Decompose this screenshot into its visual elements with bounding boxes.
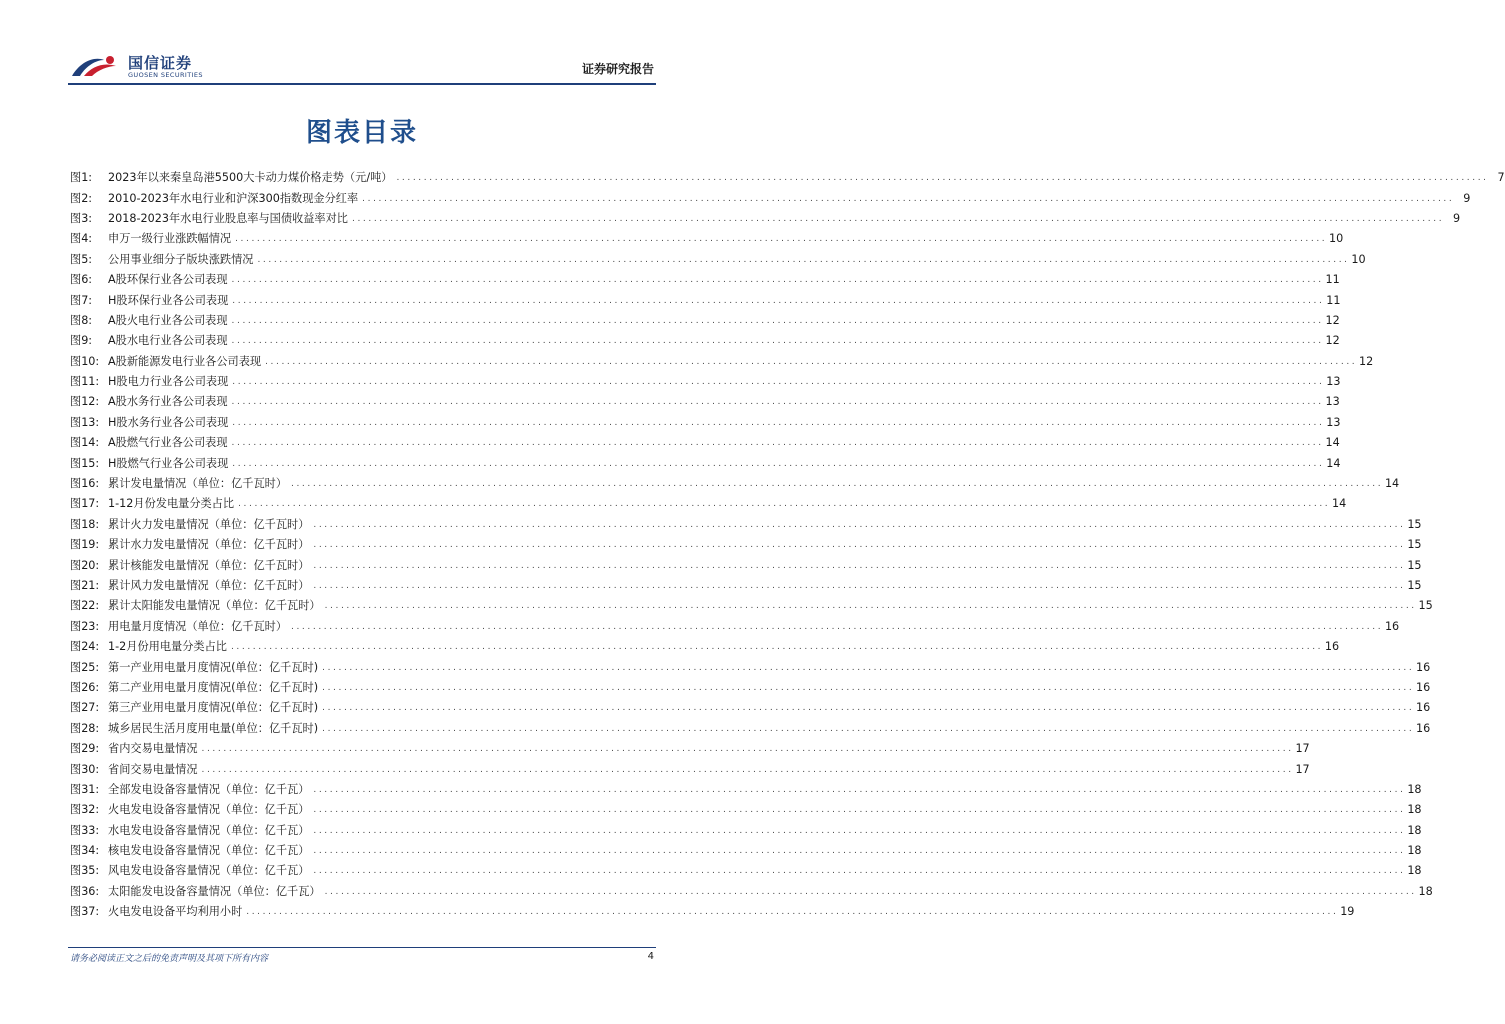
toc-entry-leader: ........................................................................................................................................................................................................ — [291, 621, 1384, 632]
toc-entry[interactable] — [70, 739, 1310, 759]
toc-entry-page: 16 — [1416, 680, 1431, 694]
toc-entry[interactable] — [70, 576, 1422, 596]
toc-entry[interactable] — [70, 861, 1422, 881]
toc-entry-page: 19 — [1340, 905, 1355, 919]
toc-entry[interactable] — [70, 555, 1422, 575]
toc-entry-label: 图12: — [70, 395, 100, 409]
toc-entry-label: 图36: — [70, 884, 100, 898]
brand-name-cn: 国信证券 — [128, 54, 193, 72]
toc-entry-page: 13 — [1326, 375, 1341, 389]
toc-entry-title: 省内交易电量情况 — [108, 742, 198, 756]
toc-entry-leader: ........................................................................................................................................................................................................ — [265, 356, 1358, 367]
toc-entry[interactable] — [70, 453, 1341, 473]
toc-entry-page: 16 — [1324, 640, 1340, 654]
toc-entry[interactable] — [70, 882, 1433, 902]
toc-entry[interactable] — [70, 433, 1340, 453]
toc-entry[interactable] — [70, 311, 1340, 331]
toc-entry-title: 核电发电设备容量情况（单位：亿千瓦） — [108, 844, 310, 858]
toc-entry-page: 16 — [1416, 660, 1431, 674]
toc-entry[interactable] — [70, 657, 1431, 677]
table-of-figures — [70, 168, 1505, 922]
toc-entry-label: 图1: — [70, 171, 93, 185]
toc-entry-title: 1-2月份用电量分类占比 — [108, 640, 227, 654]
toc-entry-label: 图23: — [70, 619, 100, 633]
guosen-logo-icon — [70, 52, 122, 80]
toc-entry-label: 图27: — [70, 701, 100, 715]
toc-entry-page: 11 — [1326, 293, 1341, 307]
toc-entry-leader: ........................................................................................................................................................................................................ — [201, 764, 1294, 775]
toc-entry[interactable] — [70, 780, 1422, 800]
toc-entry-page: 12 — [1325, 313, 1340, 327]
toc-entry-label: 图19: — [70, 538, 100, 552]
toc-entry-label: 图31: — [70, 782, 100, 796]
toc-entry-leader: ........................................................................................................................................................................................................ — [322, 682, 1415, 693]
toc-entry-leader: ........................................................................................................................................................................................................ — [313, 560, 1406, 571]
toc-entry-leader: ........................................................................................................................................................................................................ — [232, 377, 1325, 388]
toc-entry-title: 2023年以来秦皇岛港5500大卡动力煤价格走势（元/吨） — [108, 171, 393, 185]
toc-entry-page: 7 — [1497, 171, 1505, 185]
toc-entry-title: 太阳能发电设备容量情况（单位：亿千瓦） — [108, 884, 321, 898]
toc-entry-title: A股燃气行业各公司表现 — [108, 436, 228, 450]
toc-entry-label: 图30: — [70, 762, 100, 776]
toc-entry-title: A股水务行业各公司表现 — [108, 395, 228, 409]
toc-entry[interactable] — [70, 800, 1422, 820]
toc-entry-leader: ........................................................................................................................................................................................................ — [230, 642, 1324, 653]
toc-entry-label: 图15: — [70, 456, 100, 470]
toc-entry-label: 图26: — [70, 680, 100, 694]
toc-entry-page: 16 — [1416, 721, 1431, 735]
toc-entry-title: 第一产业用电量月度情况(单位：亿千瓦时) — [108, 660, 319, 674]
toc-entry-title: 水电发电设备容量情况（单位：亿千瓦） — [108, 823, 310, 837]
toc-entry-leader: ........................................................................................................................................................................................................ — [231, 438, 1324, 449]
toc-entry-title: H股水务行业各公司表现 — [108, 415, 229, 429]
toc-entry[interactable] — [70, 821, 1422, 841]
toc-entry-title: 全部发电设备容量情况（单位：亿千瓦） — [108, 782, 310, 796]
toc-entry-title: 申万一级行业涨跌幅情况 — [108, 232, 232, 246]
toc-entry[interactable] — [70, 515, 1422, 535]
toc-entry-label: 图2: — [70, 191, 93, 205]
toc-entry-page: 14 — [1332, 497, 1347, 511]
toc-entry-page: 15 — [1407, 579, 1422, 592]
toc-entry[interactable] — [70, 168, 1505, 188]
toc-entry-page: 9 — [1463, 191, 1471, 205]
toc-entry-page: 13 — [1326, 415, 1341, 429]
toc-entry-leader: ........................................................................................................................................................................................................ — [313, 866, 1406, 877]
footer-disclaimer: 请务必阅读正文之后的免责声明及其项下所有内容 — [70, 954, 269, 964]
toc-entry[interactable] — [70, 188, 1471, 208]
toc-entry-title: 2018-2023年水电行业股息率与国债收益率对比 — [108, 211, 348, 225]
toc-entry[interactable] — [70, 494, 1347, 514]
toc-entry-leader: ........................................................................................................................................................................................................ — [322, 703, 1415, 714]
toc-entry-page: 14 — [1325, 436, 1340, 450]
toc-entry-page: 14 — [1326, 456, 1341, 470]
toc-entry-page: 13 — [1325, 395, 1340, 409]
toc-entry-leader: ........................................................................................................................................................................................................ — [322, 723, 1415, 734]
toc-entry[interactable] — [70, 352, 1374, 372]
toc-entry-title: A股火电行业各公司表现 — [108, 313, 228, 327]
toc-entry-leader: ........................................................................................................................................................................................................ — [362, 193, 1455, 204]
toc-entry-page: 18 — [1418, 884, 1433, 898]
toc-entry-leader: ........................................................................................................................................................................................................ — [313, 519, 1406, 530]
toc-entry-title: A股新能源发电行业各公司表现 — [108, 354, 262, 368]
brand-name-en: GUOSEN SECURITIES — [128, 71, 203, 79]
toc-entry[interactable] — [70, 637, 1340, 657]
toc-entry-label: 图7: — [70, 293, 93, 307]
header-divider — [68, 83, 656, 85]
toc-entry-page: 12 — [1325, 334, 1340, 348]
toc-entry-leader: ........................................................................................................................................................................................................ — [313, 846, 1406, 857]
toc-entry-leader: ........................................................................................................................................................................................................ — [231, 397, 1324, 408]
toc-entry-label: 图28: — [70, 721, 100, 735]
toc-entry-title: 火电发电设备容量情况（单位：亿千瓦） — [108, 803, 310, 817]
page-title: 图表目录 — [305, 118, 418, 148]
toc-entry-label: 图11: — [70, 375, 100, 389]
toc-entry[interactable] — [70, 229, 1344, 249]
toc-entry[interactable] — [70, 759, 1310, 779]
toc-entry-leader: ........................................................................................................................................................................................................ — [351, 213, 1445, 224]
footer-divider — [68, 947, 656, 948]
toc-entry-title: 火电发电设备平均利用小时 — [108, 905, 243, 919]
brand-logo — [70, 50, 210, 82]
toc-entry-page: 15 — [1407, 558, 1422, 572]
toc-entry-leader: ........................................................................................................................................................................................................ — [324, 886, 1417, 897]
toc-entry-leader: ........................................................................................................................................................................................................ — [231, 336, 1324, 347]
toc-entry-title: 公用事业细分子版块涨跌情况 — [108, 252, 254, 266]
toc-entry-leader: ........................................................................................................................................................................................................ — [291, 479, 1384, 490]
toc-entry-page: 15 — [1407, 517, 1422, 531]
toc-entry-page: 14 — [1384, 477, 1400, 491]
toc-entry-label: 图5: — [70, 252, 93, 266]
toc-entry[interactable] — [70, 719, 1431, 739]
report-type-label: 证券研究报告 — [581, 62, 654, 76]
toc-entry-page: 16 — [1416, 701, 1431, 715]
toc-entry-label: 图13: — [70, 415, 100, 429]
toc-entry-title: 用电量月度情况（单位：亿千瓦时） — [108, 619, 288, 633]
toc-entry-page: 18 — [1407, 844, 1422, 858]
toc-entry-label: 图25: — [70, 660, 100, 674]
toc-entry-page: 17 — [1295, 742, 1310, 756]
toc-entry[interactable] — [70, 392, 1340, 412]
toc-entry-leader: ........................................................................................................................................................................................................ — [235, 234, 1328, 245]
toc-entry-page: 18 — [1407, 782, 1422, 796]
toc-entry-label: 图4: — [70, 232, 93, 246]
toc-entry-page: 17 — [1295, 762, 1310, 776]
toc-entry-title: 省间交易电量情况 — [108, 762, 198, 776]
toc-entry-title: H股电力行业各公司表现 — [108, 375, 229, 389]
toc-entry-label: 图29: — [70, 742, 100, 756]
toc-entry-label: 图18: — [70, 517, 100, 531]
toc-entry-leader: ........................................................................................................................................................................................................ — [246, 907, 1339, 918]
toc-entry[interactable] — [70, 474, 1400, 494]
toc-entry-page: 18 — [1407, 803, 1422, 817]
toc-entry-title: 1-12月份发电量分类占比 — [108, 497, 235, 511]
toc-entry-page: 12 — [1359, 354, 1374, 368]
toc-entry-label: 图14: — [70, 436, 100, 450]
toc-entry-leader: ........................................................................................................................................................................................................ — [257, 254, 1350, 265]
toc-entry[interactable] — [70, 535, 1422, 555]
toc-entry-title: 累计核能发电量情况（单位：亿千瓦时） — [108, 558, 310, 572]
toc-entry-page: 18 — [1407, 864, 1422, 878]
toc-entry-label: 图6: — [70, 273, 93, 287]
toc-entry[interactable] — [70, 250, 1366, 270]
toc-entry-title: 第三产业用电量月度情况(单位：亿千瓦时) — [108, 701, 319, 715]
toc-entry-title: 累计水力发电量情况（单位：亿千瓦时） — [108, 538, 310, 552]
toc-entry-page: 10 — [1329, 232, 1344, 246]
toc-entry[interactable] — [70, 841, 1422, 861]
toc-entry-title: A股水电行业各公司表现 — [108, 334, 228, 348]
toc-entry-page: 15 — [1418, 599, 1433, 613]
toc-entry-leader: ........................................................................................................................................................................................................ — [231, 275, 1324, 286]
toc-entry[interactable] — [70, 617, 1400, 637]
toc-entry[interactable] — [70, 698, 1431, 718]
toc-entry-label: 图22: — [70, 599, 100, 613]
toc-entry-leader: ........................................................................................................................................................................................................ — [313, 581, 1406, 591]
toc-entry-page: 10 — [1351, 252, 1366, 266]
toc-entry[interactable] — [70, 678, 1431, 698]
page-number: 4 — [647, 951, 654, 962]
toc-entry-title: 累计火力发电量情况（单位：亿千瓦时） — [108, 517, 310, 531]
toc-entry-leader: ........................................................................................................................................................................................................ — [313, 825, 1406, 836]
toc-entry-leader: ........................................................................................................................................................................................................ — [232, 295, 1325, 306]
toc-entry-label: 图8: — [70, 313, 93, 327]
toc-entry-leader: ........................................................................................................................................................................................................ — [313, 805, 1406, 816]
toc-entry-leader: ........................................................................................................................................................................................................ — [232, 417, 1325, 428]
toc-entry-title: 第二产业用电量月度情况(单位：亿千瓦时) — [108, 680, 319, 694]
toc-entry-title: H股环保行业各公司表现 — [108, 293, 229, 307]
toc-entry-label: 图35: — [70, 864, 100, 878]
toc-entry-title: 2010-2023年水电行业和沪深300指数现金分红率 — [108, 191, 359, 205]
toc-entry-title: 累计太阳能发电量情况（单位：亿千瓦时） — [108, 599, 321, 613]
toc-entry-label: 图3: — [70, 211, 93, 225]
toc-entry-label: 图20: — [70, 558, 100, 572]
toc-entry-label: 图21: — [70, 579, 100, 592]
page-header — [70, 50, 654, 84]
toc-entry[interactable] — [70, 290, 1341, 310]
toc-entry[interactable] — [70, 413, 1341, 433]
toc-entry-page: 11 — [1325, 273, 1340, 287]
toc-entry-title: 累计风力发电量情况（单位：亿千瓦时） — [108, 579, 310, 592]
toc-entry-leader: ........................................................................................................................................................................................................ — [231, 315, 1324, 326]
toc-entry[interactable] — [70, 596, 1433, 616]
toc-entry-page: 9 — [1453, 211, 1461, 225]
toc-entry-title: 累计发电量情况（单位：亿千瓦时） — [108, 477, 288, 491]
toc-entry[interactable] — [70, 902, 1355, 922]
toc-entry-leader: ........................................................................................................................................................................................................ — [201, 744, 1294, 755]
toc-entry-label: 图16: — [70, 477, 100, 491]
toc-entry-title: H股燃气行业各公司表现 — [108, 456, 229, 470]
toc-entry-page: 16 — [1384, 619, 1400, 633]
toc-entry-title: 城乡居民生活月度用电量(单位：亿千瓦时) — [108, 721, 319, 735]
toc-entry[interactable] — [70, 372, 1341, 392]
toc-entry[interactable] — [70, 209, 1461, 229]
toc-entry-label: 图32: — [70, 803, 100, 817]
toc-entry-label: 图17: — [70, 497, 100, 511]
toc-entry-leader: ........................................................................................................................................................................................................ — [322, 662, 1415, 673]
toc-entry-label: 图37: — [70, 905, 100, 919]
toc-entry-leader: ........................................................................................................................................................................................................ — [313, 540, 1406, 551]
toc-entry-leader: ........................................................................................................................................................................................................ — [232, 458, 1325, 469]
toc-entry-label: 图24: — [70, 640, 100, 654]
toc-entry-title: 风电发电设备容量情况（单位：亿千瓦） — [108, 864, 310, 878]
toc-entry-leader: ........................................................................................................................................................................................................ — [238, 499, 1331, 510]
toc-entry-leader: ........................................................................................................................................................................................................ — [324, 601, 1417, 612]
toc-entry-page: 15 — [1407, 538, 1422, 552]
toc-entry-leader: ........................................................................................................................................................................................................ — [313, 784, 1406, 795]
toc-entry[interactable] — [70, 270, 1340, 290]
toc-entry[interactable] — [70, 331, 1340, 351]
toc-entry-label: 图10: — [70, 354, 100, 368]
toc-entry-page: 18 — [1407, 823, 1422, 837]
toc-entry-title: A股环保行业各公司表现 — [108, 273, 228, 287]
toc-entry-label: 图9: — [70, 334, 93, 348]
toc-entry-leader: ........................................................................................................................................................................................................ — [396, 173, 1489, 184]
toc-entry-label: 图34: — [70, 844, 100, 858]
toc-entry-label: 图33: — [70, 823, 100, 837]
